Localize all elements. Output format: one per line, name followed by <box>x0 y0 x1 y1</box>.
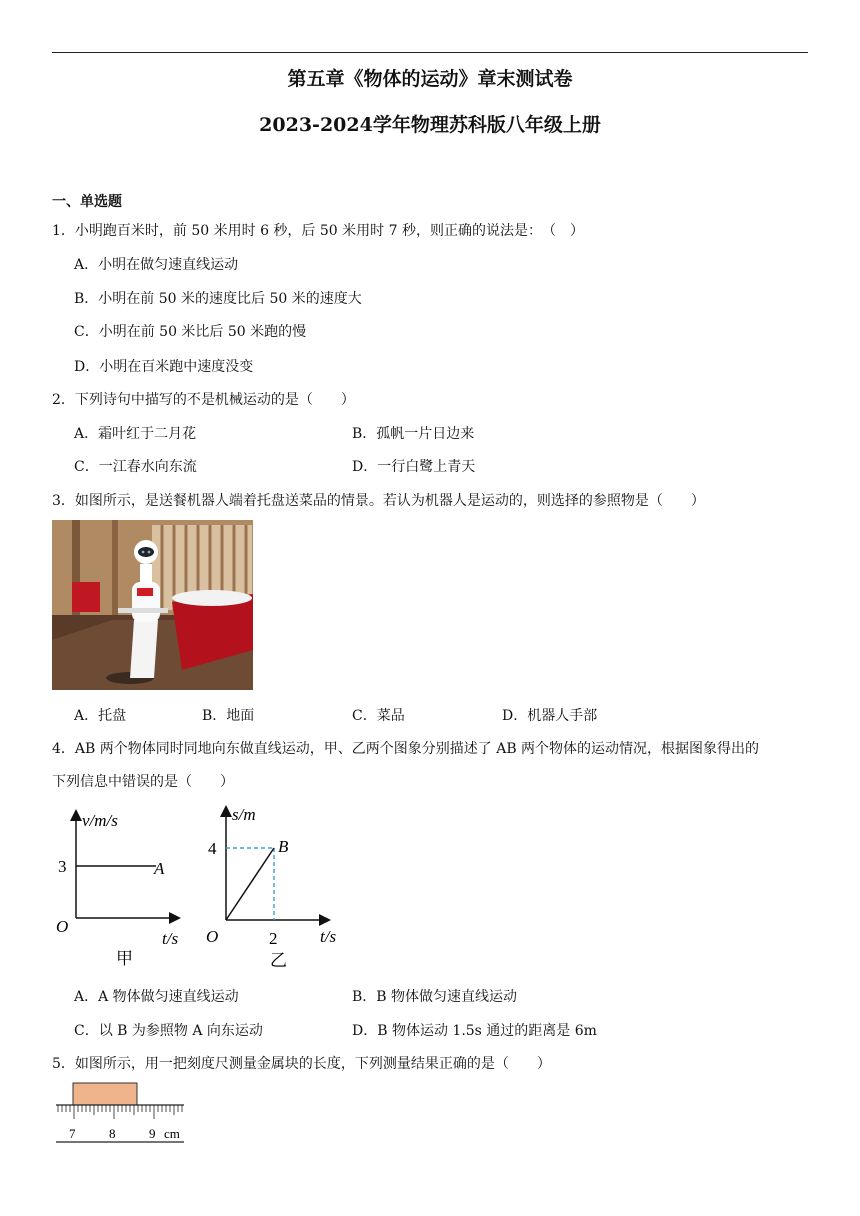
question-4-option-b: B．B 物体做匀速直线运动 <box>352 989 518 1005</box>
question-3-option-c: C．菜品 <box>352 708 405 724</box>
question-2-option-a: A．霜叶红于二月花 <box>74 426 197 442</box>
question-4-stem-line1: 4．AB 两个物体同时同地向东做直线运动，甲、乙两个图象分别描述了 AB 两个物体的运动情况，根据图象得出的 <box>52 741 760 757</box>
ruler-ticks <box>58 1105 182 1119</box>
robot-photo <box>52 520 253 690</box>
graph-a-caption: 甲 <box>116 949 133 969</box>
question-2-option-b: B．孤帆一片日边来 <box>352 426 475 442</box>
question-2-option-c: C．一江春水向东流 <box>74 459 197 475</box>
graph-b-origin: O <box>206 927 219 946</box>
top-rule <box>52 52 808 53</box>
exam-subtitle: 2023-2024学年物理苏科版八年级上册 <box>259 114 601 136</box>
question-3-option-d: D．机器人手部 <box>502 708 598 724</box>
graph-a-line-label: A <box>154 859 165 878</box>
graph-a-origin: O <box>56 917 69 936</box>
ruler-unit: cm <box>164 1126 180 1141</box>
question-2-stem: 2．下列诗句中描写的不是机械运动的是（ ） <box>52 392 355 408</box>
graph-b-caption: 乙 <box>270 951 287 971</box>
graph-b-y-label: s/m <box>232 805 256 824</box>
graph-b-point-label: B <box>278 837 289 856</box>
graph-b-x-value: 2 <box>269 929 278 948</box>
distance-time-graph <box>204 802 354 974</box>
section-heading: 一、单选题 <box>52 194 122 210</box>
graph-a-x-label: t/s <box>162 929 179 948</box>
question-1-stem: 1．小明跑百米时，前 50 米用时 6 秒，后 50 米用时 7 秒，则正确的说法是： （ ） <box>52 223 584 239</box>
question-3-stem: 3．如图所示，是送餐机器人端着托盘送菜品的情景。若认为机器人是运动的，则选择的参照物是（ ） <box>52 493 705 509</box>
graph-b-y-value: 4 <box>208 839 217 858</box>
question-4-option-a: A．A 物体做匀速直线运动 <box>74 989 239 1005</box>
question-4-option-c: C．以 B 为参照物 A 向东运动 <box>74 1023 263 1039</box>
graph-b-x-label: t/s <box>320 927 337 946</box>
graph-a-y-label: v/m/s <box>82 811 118 830</box>
question-3-option-b: B．地面 <box>202 708 255 724</box>
question-5-stem: 5．如图所示，用一把刻度尺测量金属块的长度，下列测量结果正确的是（ ） <box>52 1056 551 1072</box>
question-4-option-d: D．B 物体运动 1.5s 通过的距离是 6m <box>352 1023 597 1039</box>
velocity-time-graph <box>52 802 192 974</box>
ruler-label-9: 9 <box>149 1126 156 1141</box>
exam-title: 第五章《物体的运动》章末测试卷 <box>287 68 573 90</box>
ruler-label-8: 8 <box>109 1126 116 1141</box>
question-2-option-d: D．一行白鹭上青天 <box>352 459 476 475</box>
question-1-option-b: B．小明在前 50 米的速度比后 50 米的速度大 <box>74 291 362 307</box>
ruler-label-7: 7 <box>69 1126 76 1141</box>
question-1-option-c: C．小明在前 50 米比后 50 米跑的慢 <box>74 324 307 340</box>
ruler-figure <box>52 1080 202 1146</box>
graph-a-value-label: 3 <box>58 857 67 876</box>
question-1-option-d: D．小明在百米跑中速度没变 <box>74 359 254 375</box>
question-3-option-a: A．托盘 <box>74 708 127 724</box>
metal-block <box>73 1083 137 1105</box>
question-1-option-a: A．小明在做匀速直线运动 <box>74 257 239 273</box>
question-4-stem-line2: 下列信息中错误的是（ ） <box>52 774 234 790</box>
graph-b-distance-line <box>226 848 274 920</box>
